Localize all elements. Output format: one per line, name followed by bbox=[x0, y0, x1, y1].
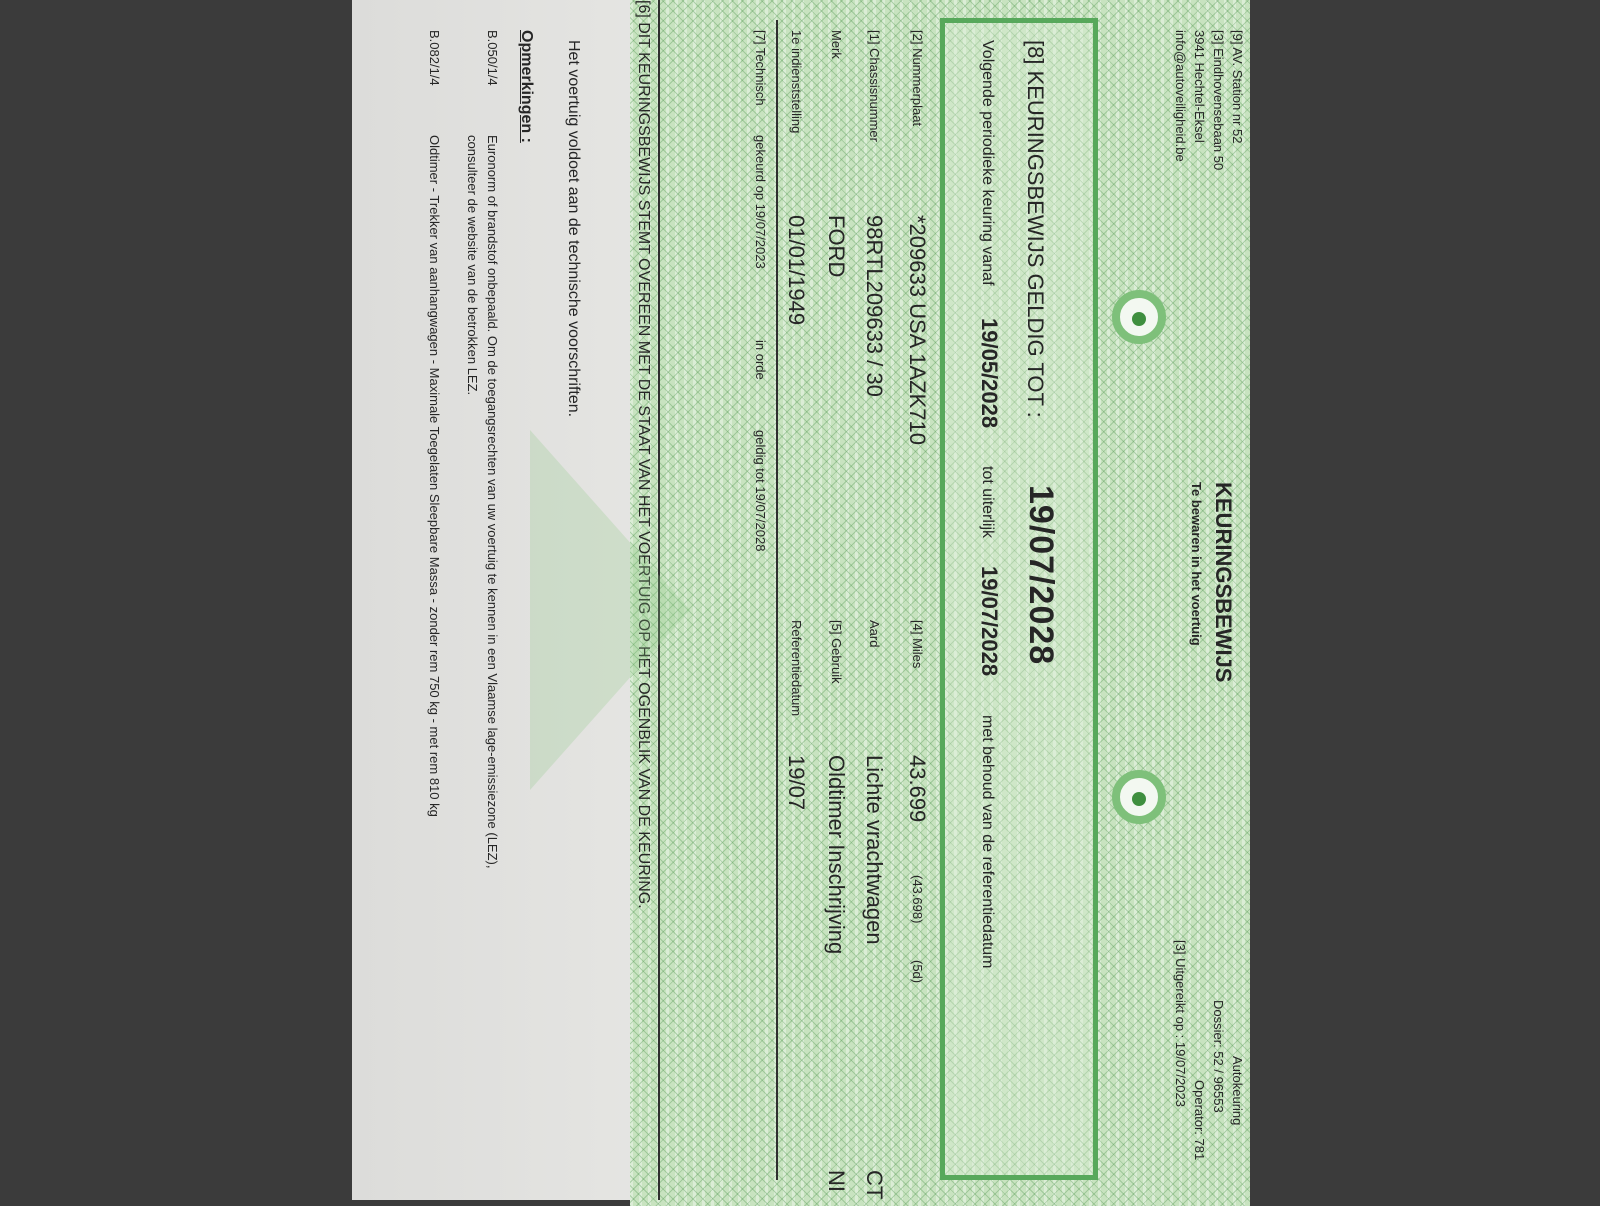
reference-date-label: Referentiedatum bbox=[789, 620, 804, 717]
periodic-prefix: Volgende periodieke keuring vanaf bbox=[979, 40, 996, 286]
validity-box bbox=[940, 18, 1098, 1180]
chassis-value: 98RTL209633 / 30 bbox=[862, 215, 887, 397]
station-address-2: [3] Eindhovensebaan 50 bbox=[1211, 30, 1226, 171]
remarks-title: Opmerkingen : bbox=[518, 30, 535, 143]
inspection-type: Autokeuring bbox=[1230, 1056, 1245, 1126]
plate-value: *209633 USA 1AZK710 bbox=[905, 215, 930, 445]
technical-valid: geldig tot 19/07/2028 bbox=[753, 430, 768, 552]
compliance-text: Het voertuig voldoet aan de technische voorschriften. bbox=[565, 40, 582, 418]
conformity-statement: [6] DIT KEURINGSBEWIJS STEMT OVEREEN MET DE STAAT VAN HET VOERTUIG OP HET OGENBLIK VAN DE KEURING. bbox=[635, 0, 652, 909]
station-address-3: 3941 Hechtel-Eksel bbox=[1192, 30, 1207, 143]
seal-right-icon bbox=[1112, 770, 1166, 824]
remark-text-1a: Euronorm of brandstof onbepaald. Om de toegangsrechten van uw voertuig te kennen in een Vlaamse lage-emissiezone (LEZ), bbox=[485, 135, 500, 869]
document-title: KEURINGSBEWIJS bbox=[1211, 482, 1236, 683]
periodic-to-date: 19/07/2028 bbox=[977, 566, 1002, 677]
validity-date: 19/07/2028 bbox=[1022, 485, 1060, 666]
periodic-to-word: tot uiterlijk bbox=[979, 466, 996, 539]
technical-label: [7] Technisch bbox=[753, 30, 768, 106]
validity-label: [8] KEURINGSBEWIJS GELDIG TOT : bbox=[1023, 40, 1048, 418]
kind-value: Lichte vrachtwagen bbox=[862, 755, 887, 945]
km-flag: (5d) bbox=[910, 960, 925, 984]
nl-code: NI bbox=[824, 1170, 849, 1192]
brand-value: FORD bbox=[824, 215, 849, 278]
operator-number: Operator: 781 bbox=[1192, 1080, 1207, 1161]
remark-code-1: B.050/1/4 bbox=[485, 30, 500, 86]
document-subtitle: Te bewaren in het voertuig bbox=[1189, 482, 1204, 646]
first-registration-value: 01/01/1949 bbox=[784, 215, 809, 326]
kind-label: Aard bbox=[867, 620, 882, 648]
periodic-suffix: met behoud van de referentiedatum bbox=[979, 715, 996, 969]
station-address-1: [9] AV. Station nr 52 bbox=[1230, 30, 1245, 144]
use-value: Oldtimer Inschrijving bbox=[824, 755, 849, 955]
remark-text-2a: Oldtimer - Trekker van aanhangwagen - Maximale Toegelaten Sleepbare Massa - zonder rem 750 kg - met rem 810 kg bbox=[427, 135, 442, 817]
technical-inspected: gekeurd op 19/07/2023 bbox=[753, 135, 768, 269]
dossier-number: Dossier: 52 / 96553 bbox=[1211, 1000, 1226, 1113]
seal-left-icon bbox=[1112, 290, 1166, 344]
plate-label: [2] Nummerplaat bbox=[910, 30, 925, 127]
ct-code: CT bbox=[862, 1170, 887, 1200]
watermark-shape bbox=[530, 430, 690, 790]
issue-date: [3] Uitgereikt op : 19/07/2023 bbox=[1173, 940, 1188, 1107]
brand-label: Merk bbox=[829, 30, 844, 59]
km-value: 43.699 bbox=[905, 755, 930, 823]
remark-code-2: B.082/1/4 bbox=[427, 30, 442, 86]
chassis-label: [1] Chassisnummer bbox=[867, 30, 882, 142]
reference-date-value: 19/07 bbox=[784, 755, 809, 811]
periodic-from-date: 19/05/2028 bbox=[977, 318, 1002, 429]
first-registration-label: 1e indienststelling bbox=[789, 30, 804, 134]
km-previous: (43.698) bbox=[910, 875, 925, 924]
inspection-certificate bbox=[350, 0, 1250, 1200]
remark-text-1b: consulteer de website van de betrokken LEZ. bbox=[465, 135, 480, 396]
technical-status: in orde bbox=[753, 340, 768, 380]
station-email: info@autoveiligheid.be bbox=[1173, 30, 1188, 162]
divider-line bbox=[776, 20, 778, 1180]
use-label: [5] Gebruik bbox=[829, 620, 844, 684]
km-label: [4] Miles bbox=[910, 620, 925, 669]
